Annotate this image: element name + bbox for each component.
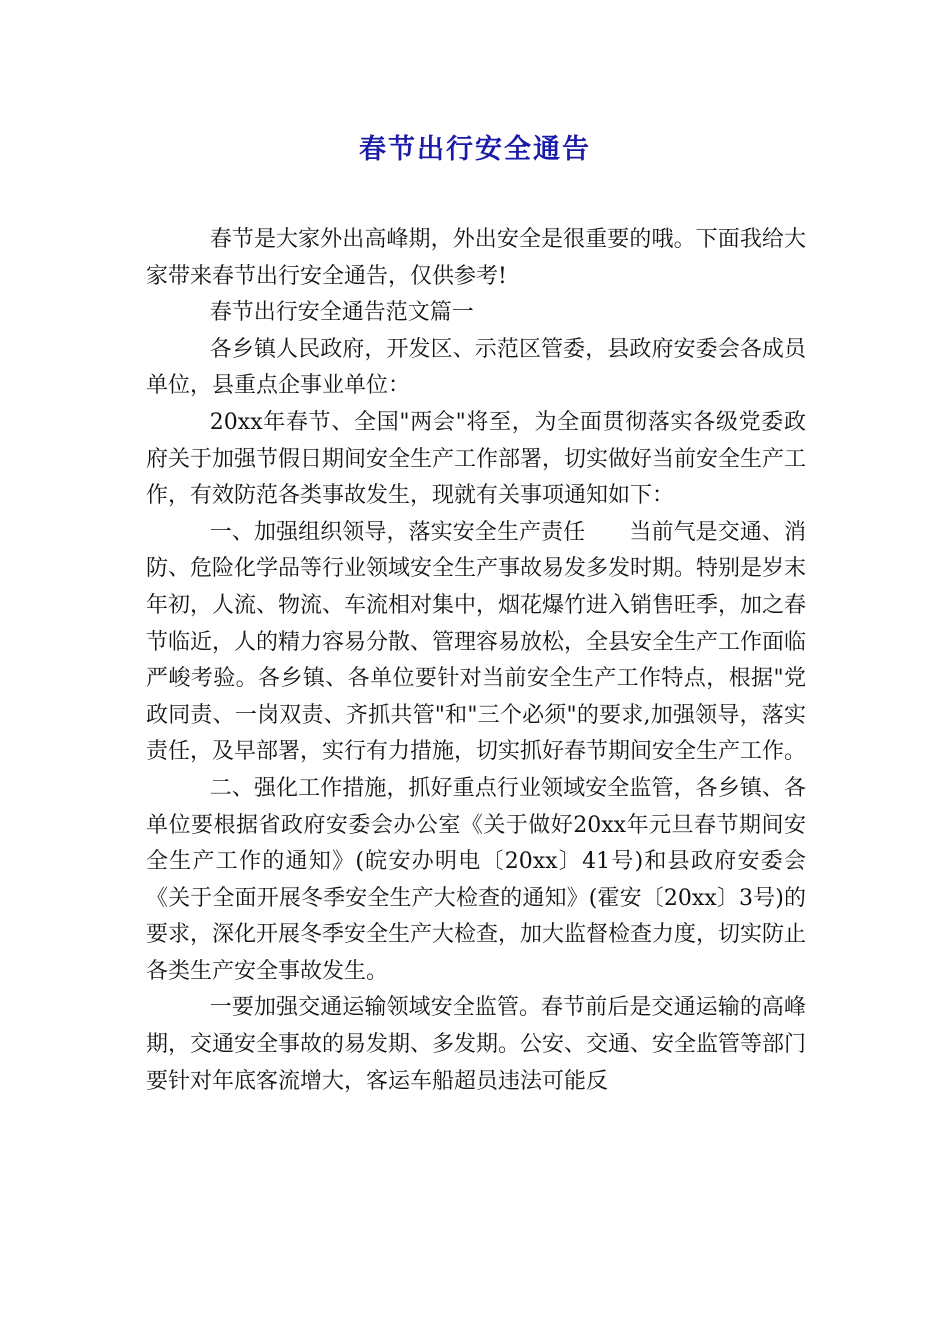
- paragraph: 二、强化工作措施，抓好重点行业领域安全监管，各乡镇、各单位要根据省政府安委会办公室《关于做好20xx年元旦春节期间安全生产工作的通知》(皖安办明电〔20xx〕41号)和县政府安委会《关于全面开展冬季安全生产大检查的通知》(霍安〔20xx〕3号)的要求，深化开展冬季安全生产大检查，加大监督检查力度，切实防止各类生产安全事故发生。: [146, 775, 807, 984]
- paragraph: 各乡镇人民政府，开发区、示范区管委，县政府安委会各成员单位，县重点企事业单位：: [146, 336, 806, 399]
- document-body: [146, 222, 806, 1100]
- paragraph: 一、加强组织领导，落实安全生产责任 当前气是交通、消防、危险化学品等行业领域安全生产事故易发多发时期。特别是岁末年初，人流、物流、车流相对集中，烟花爆竹进入销售旺季，加之春节临近，人的精力容易分散、管理容易放松，全县安全生产工作面临严峻考验。各乡镇、各单位要针对当前安全生产工作特点，根据"党政同责、一岗双责、齐抓共管"和"三个必须"的要求,加强领导，落实责任，及早部署，实行有力措施，切实抓好春节期间安全生产工作。: [146, 519, 807, 765]
- paragraph: 春节出行安全通告范文篇一: [209, 300, 474, 326]
- paragraph: 20xx年春节、全国"两会"将至，为全面贯彻落实各级党委政府关于加强节假日期间安全生产工作部署，切实做好当前安全生产工作，有效防范各类事故发生，现就有关事项通知如下：: [146, 409, 807, 509]
- paragraph: 春节是大家外出高峰期，外出安全是很重要的哦。下面我给大家带来春节出行安全通告，仅供参考!: [146, 227, 806, 289]
- paragraph: 一要加强交通运输领域安全监管。春节前后是交通运输的高峰期，交通安全事故的易发期、多发期。公安、交通、安全监管等部门要针对年底客流增大，客运车船超员违法可能反: [146, 995, 807, 1094]
- document-title: 春节出行安全通告: [359, 134, 591, 165]
